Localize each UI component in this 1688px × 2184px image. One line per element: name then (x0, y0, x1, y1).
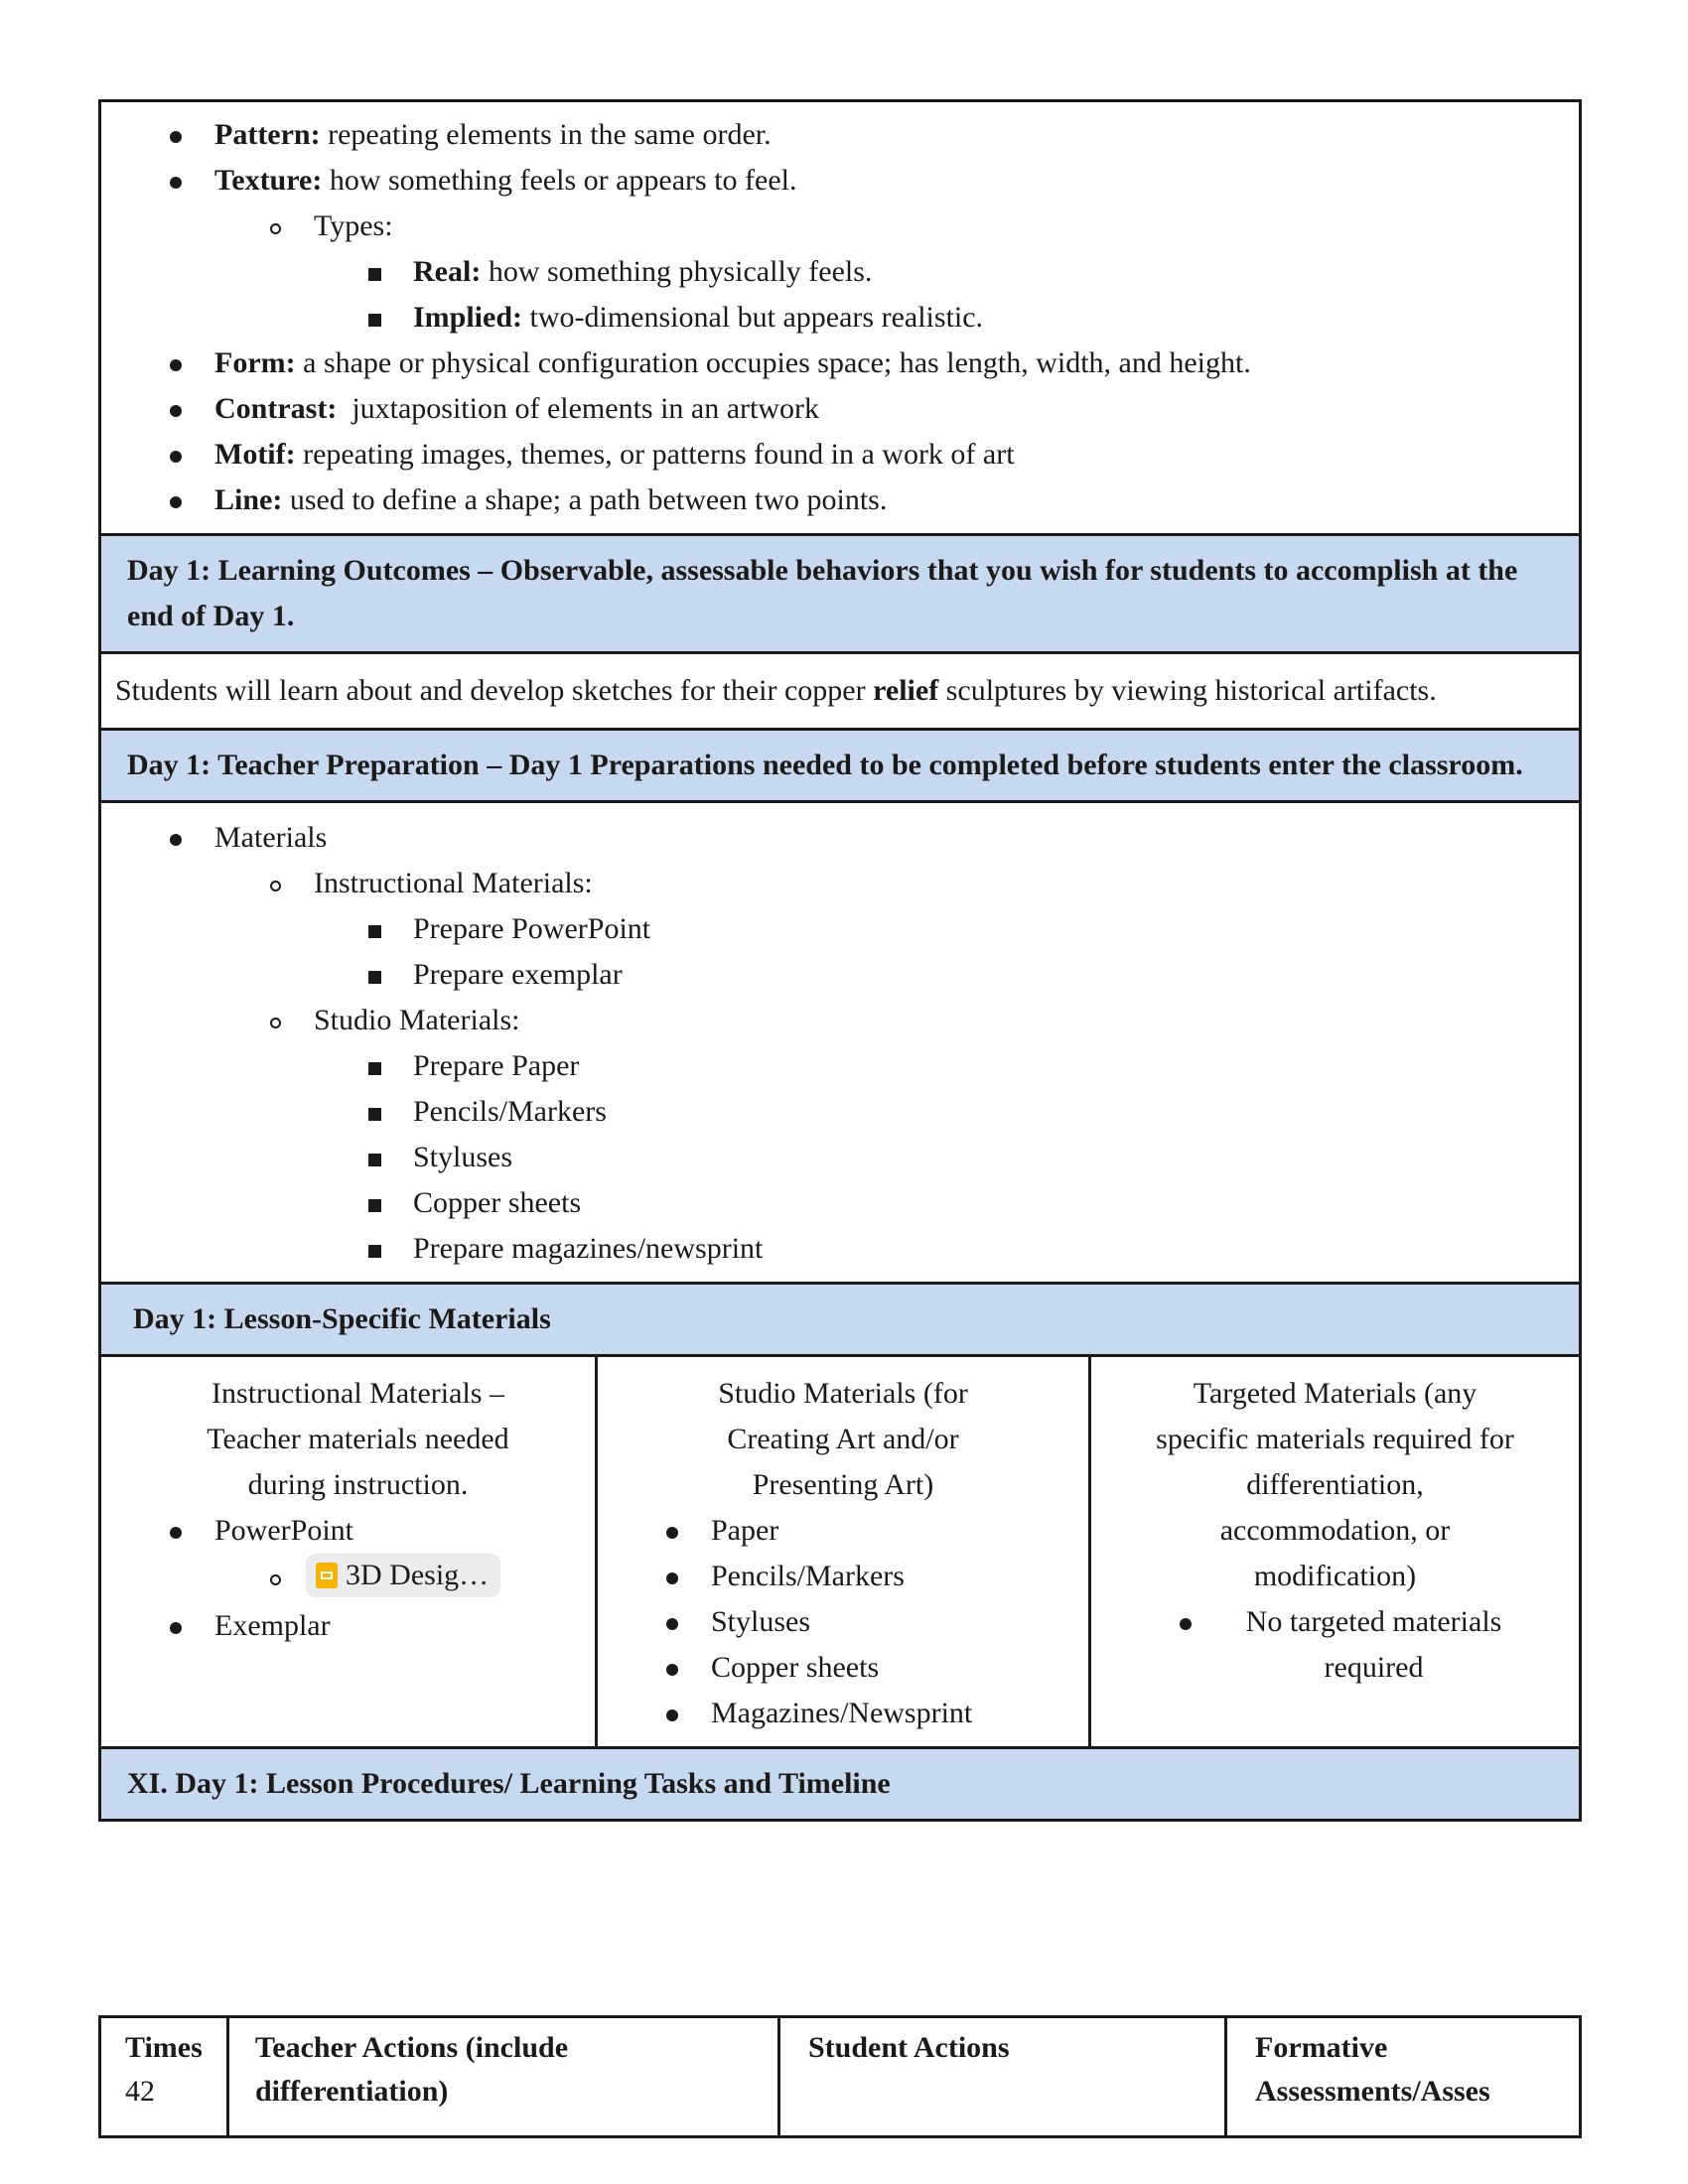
vocab-term: Implied: (413, 301, 523, 334)
student-actions-header: Student Actions (808, 2031, 1010, 2064)
vocab-term: Contrast: (214, 392, 338, 425)
times-header-cell (101, 2018, 226, 2135)
list-item (101, 1508, 585, 1554)
circle-bullet-icon (260, 204, 290, 249)
bullet-icon (657, 1691, 687, 1736)
prep-subsubitem (101, 1180, 1579, 1226)
formative-assessments-header: Formative Assessments/Asses (1255, 2031, 1490, 2108)
teacher-actions-header: Teacher Actions (include differentiation) (255, 2031, 569, 2108)
vocab-item (101, 341, 1579, 386)
list-text: Copper sheets (711, 1651, 880, 1684)
student-actions-header-cell (777, 2018, 1224, 2135)
vocab-definition: repeating images, themes, or patterns found in a work of art (295, 438, 1015, 471)
vocab-definition: how something feels or appears to feel. (322, 164, 797, 197)
learning-outcomes-header: Day 1: Learning Outcomes – Observable, assessable behaviors that you wish for students to accomplish at the end of Day 1. (101, 536, 1579, 654)
list-item (598, 1508, 1078, 1554)
outcome-text: Students will learn about and develop sketches for their copper (115, 674, 874, 707)
prep-subitem (101, 861, 1579, 906)
prep-subsubitem (101, 1135, 1579, 1180)
list-text: Pencils/Markers (711, 1560, 905, 1592)
vocab-subsubitem (101, 249, 1579, 295)
prep-text: Prepare PowerPoint (413, 912, 651, 945)
prep-subsubitem (101, 1043, 1579, 1089)
bullet-icon (657, 1554, 687, 1599)
vocab-subitem (101, 204, 1579, 249)
learning-outcomes-body (101, 654, 1579, 731)
square-bullet-icon (359, 906, 389, 952)
list-item (598, 1645, 1078, 1691)
vocab-list (101, 112, 1579, 523)
vocab-definition: how something physically feels. (481, 255, 873, 288)
bullet-icon (161, 478, 191, 523)
instructional-list (101, 1508, 585, 1649)
circle-bullet-icon (260, 998, 290, 1043)
list-text: PowerPoint (214, 1514, 354, 1547)
vocab-item (101, 386, 1579, 432)
prep-subsubitem (101, 952, 1579, 998)
prep-subsubitem (101, 1226, 1579, 1272)
bullet-icon (161, 815, 191, 861)
bullet-icon (657, 1645, 687, 1691)
list-item (101, 1603, 585, 1649)
vocabulary-section (101, 102, 1579, 536)
square-bullet-icon (359, 1043, 389, 1089)
types-label: Types: (314, 209, 393, 242)
prep-label: Studio Materials: (314, 1004, 520, 1036)
vocab-definition: repeating elements in the same order. (320, 118, 772, 151)
column-heading: Targeted Materials (any specific materials required for differentiation, accommodation, or modification) (1156, 1377, 1514, 1592)
square-bullet-icon (359, 1135, 389, 1180)
prep-text: Prepare exemplar (413, 958, 623, 991)
prep-text: Styluses (413, 1141, 513, 1173)
prep-text: Copper sheets (413, 1186, 582, 1219)
bullet-icon (161, 158, 191, 204)
vocab-term: Line: (214, 483, 283, 516)
vocab-item (101, 432, 1579, 478)
vocab-definition: a shape or physical configuration occupies space; has length, width, and height. (295, 346, 1251, 379)
times-value: 42 (125, 2075, 155, 2108)
bullet-icon (161, 1603, 191, 1649)
square-bullet-icon (359, 1180, 389, 1226)
vocab-subsubitem (101, 295, 1579, 341)
square-bullet-icon (359, 295, 389, 341)
bullet-icon (1171, 1599, 1200, 1645)
times-header: Times (125, 2031, 203, 2064)
vocab-term: Real: (413, 255, 482, 288)
vocab-term: Texture: (214, 164, 323, 197)
vocab-definition: used to define a shape; a path between two points. (282, 483, 888, 516)
list-item (1091, 1599, 1569, 1691)
formative-assessments-header-cell (1224, 2018, 1579, 2135)
lesson-materials-header: Day 1: Lesson-Specific Materials (101, 1285, 1579, 1357)
timeline-table (98, 2015, 1582, 2138)
prep-text: Pencils/Markers (413, 1095, 607, 1128)
bullet-icon (161, 386, 191, 432)
list-text: Exemplar (214, 1609, 331, 1642)
targeted-list (1091, 1599, 1569, 1691)
prep-list (101, 815, 1579, 1272)
list-text: Paper (711, 1514, 779, 1547)
instructional-materials-column (101, 1357, 595, 1746)
prep-text: Prepare magazines/newsprint (413, 1232, 764, 1265)
vocab-term: Pattern: (214, 118, 321, 151)
outcome-bold-term: relief (873, 674, 939, 707)
studio-list (598, 1508, 1078, 1736)
vocab-term: Motif: (214, 438, 296, 471)
circle-bullet-icon (260, 1554, 290, 1601)
list-text: Magazines/Newsprint (711, 1697, 973, 1729)
vocab-item (101, 158, 1579, 204)
studio-materials-column (595, 1357, 1088, 1746)
outcome-text: sculptures by viewing historical artifacts. (938, 674, 1437, 707)
vocab-definition: two-dimensional but appears realistic. (522, 301, 984, 334)
prep-subsubitem (101, 1089, 1579, 1135)
vocab-definition: juxtaposition of elements in an artwork (337, 392, 820, 425)
teacher-actions-header-cell (226, 2018, 777, 2135)
teacher-prep-body (101, 803, 1579, 1285)
vocab-item (101, 112, 1579, 158)
bullet-icon (161, 341, 191, 386)
prep-label: Materials (214, 821, 328, 854)
file-chip[interactable] (306, 1554, 500, 1597)
procedures-header: XI. Day 1: Lesson Procedures/ Learning Tasks and Timeline (101, 1749, 1579, 1819)
square-bullet-icon (359, 249, 389, 295)
list-item (598, 1599, 1078, 1645)
file-chip-label: 3D Desig… (346, 1559, 490, 1591)
list-subitem (101, 1554, 585, 1603)
vocab-item (101, 478, 1579, 523)
lesson-plan-box (98, 99, 1582, 1822)
lesson-materials-columns (101, 1357, 1579, 1749)
bullet-icon (161, 432, 191, 478)
bullet-icon (657, 1599, 687, 1645)
column-heading: Studio Materials (for Creating Art and/or Presenting Art) (718, 1377, 968, 1501)
prep-label: Instructional Materials: (314, 867, 593, 899)
list-item (598, 1691, 1078, 1736)
targeted-materials-column (1088, 1357, 1579, 1746)
teacher-prep-header: Day 1: Teacher Preparation – Day 1 Preparations needed to be completed before students enter the classroom. (101, 731, 1579, 803)
bullet-icon (161, 1508, 191, 1554)
prep-subitem (101, 998, 1579, 1043)
prep-subsubitem (101, 906, 1579, 952)
list-item (598, 1554, 1078, 1599)
prep-text: Prepare Paper (413, 1049, 580, 1082)
column-heading: Instructional Materials – Teacher materials needed during instruction. (207, 1377, 509, 1501)
prep-item (101, 815, 1579, 861)
bullet-icon (161, 112, 191, 158)
list-text: Styluses (711, 1605, 811, 1638)
circle-bullet-icon (260, 861, 290, 906)
vocab-term: Form: (214, 346, 296, 379)
square-bullet-icon (359, 1089, 389, 1135)
square-bullet-icon (359, 1226, 389, 1272)
bullet-icon (657, 1508, 687, 1554)
square-bullet-icon (359, 952, 389, 998)
list-text: No targeted materials required (1245, 1605, 1502, 1684)
slides-icon (316, 1563, 338, 1588)
